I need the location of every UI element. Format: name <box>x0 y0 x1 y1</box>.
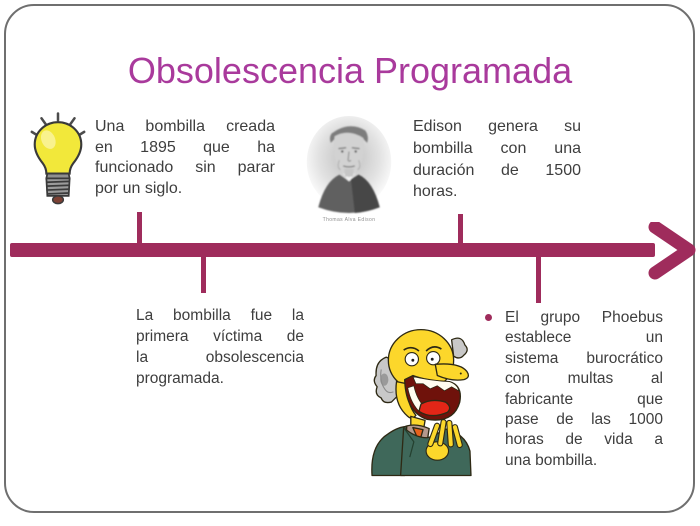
page-title: Obsolescencia Programada <box>127 50 573 91</box>
text-line: horas. <box>413 183 458 201</box>
text-line: horas de vida a <box>505 431 663 449</box>
bulb-tip <box>53 196 64 204</box>
text-line: duración de 1500 <box>413 161 581 179</box>
text-line: por un siglo. <box>95 179 183 197</box>
text-line: bombilla con una <box>413 139 581 157</box>
text-line: una bombilla. <box>505 451 598 469</box>
text-line: Edison genera su <box>413 118 581 135</box>
arrowhead <box>655 227 689 273</box>
event-text-phoebus <box>505 308 663 471</box>
event-text-victima <box>136 305 304 389</box>
text-line: Una bombilla creada <box>95 118 275 135</box>
event-text-edison <box>413 116 581 203</box>
edison-caption: Thomas Alva Edison <box>322 217 376 223</box>
text-line: primera víctima de <box>136 328 304 345</box>
bullet-icon <box>485 314 492 321</box>
text-line: programada. <box>136 370 224 387</box>
text-line: La bombilla fue la <box>136 307 304 324</box>
edison-portrait <box>301 114 397 228</box>
burns-hair-right <box>452 338 468 358</box>
timeline-tick-4 <box>536 256 541 303</box>
timeline-tick-2 <box>201 256 206 293</box>
text-line: la obsolescencia <box>136 349 304 366</box>
text-line: establece un <box>505 329 663 347</box>
timeline-tick-1 <box>137 212 142 244</box>
bulb-glass <box>35 122 82 173</box>
burns-tongue <box>419 400 450 415</box>
mr-burns-image <box>370 320 472 478</box>
mr-burns-svg <box>370 320 472 478</box>
text-line: El grupo Phoebus <box>505 309 663 326</box>
text-line: fabricante que <box>505 390 663 408</box>
edison-portrait-svg <box>301 114 397 216</box>
event-text-bombilla-1895 <box>95 117 275 199</box>
text-line: sistema burocrático <box>505 349 663 367</box>
text-line: funcionado sin parar <box>95 159 275 176</box>
lightbulb-svg <box>26 110 90 210</box>
text-line: en 1895 que ha <box>95 138 275 156</box>
text-line: pase de las 1000 <box>505 411 663 429</box>
text-line: con multas al <box>505 370 663 388</box>
timeline-arrow <box>0 222 700 282</box>
timeline-tick-3 <box>458 214 463 244</box>
lightbulb-icon <box>26 110 90 210</box>
